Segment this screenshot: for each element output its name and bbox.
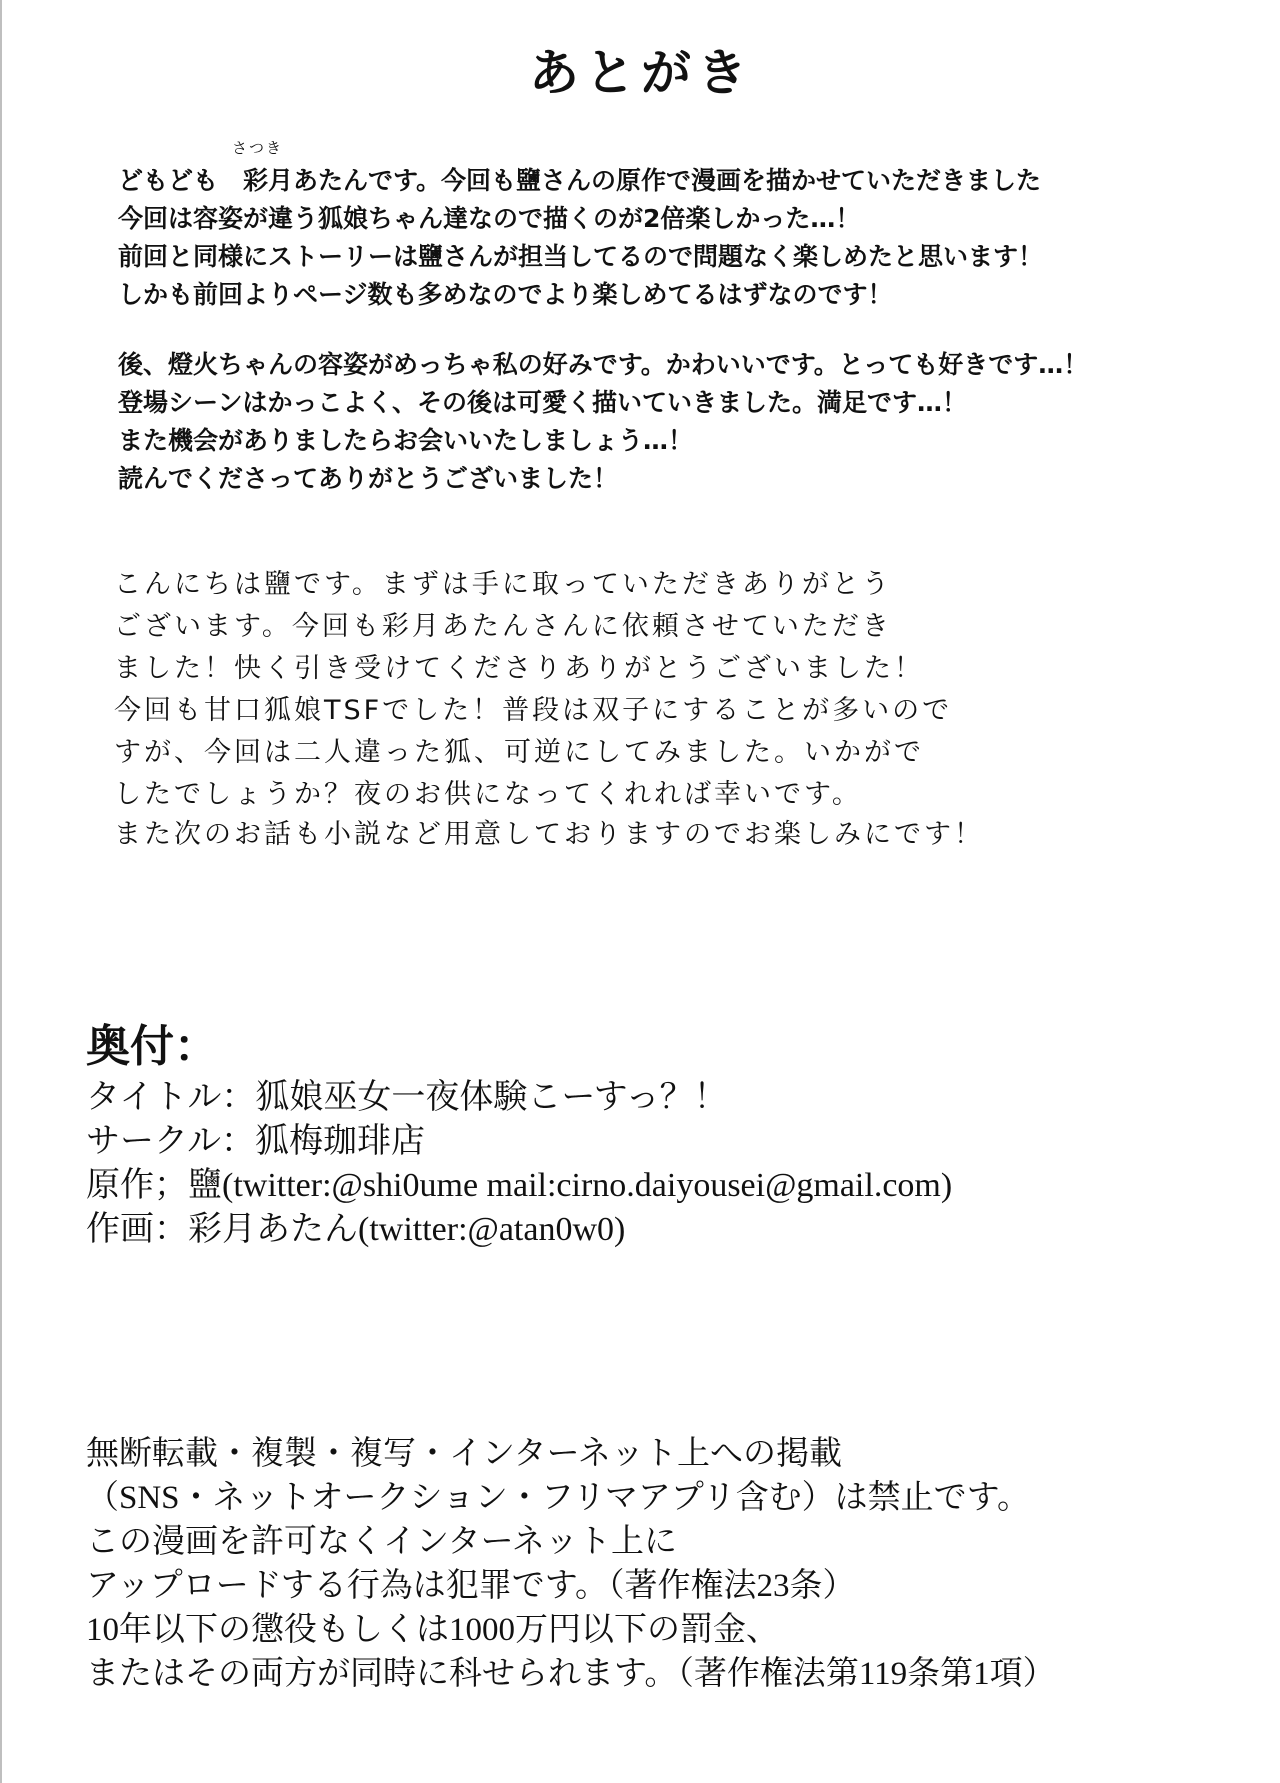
artist-note-line: しかも前回よりページ数も多めなのでより楽しめてるはずなのです！ <box>118 280 893 309</box>
artist-note-line: 今回は容姿が違う狐娘ちゃん達なので描くのが2倍楽しかった…！ <box>118 204 861 233</box>
artist-note-line: また機会がありましたらお会いいたしましょう…！ <box>118 426 694 455</box>
author-note-line: 今回も甘口狐娘TSFでした！普段は双子にすることが多いので <box>114 695 953 726</box>
colophon-circle-line: サークル：狐梅珈琲店 <box>86 1123 425 1160</box>
notice-line: （SNS・ネットオークション・フリマアプリ含む）は禁止です。 <box>86 1480 1030 1516</box>
notice-line: 無断転載・複製・複写・インターネット上への掲載 <box>86 1436 843 1472</box>
artist-note-line: 登場シーンはかっこよく、その後は可愛く描いていきました。満足です…！ <box>118 388 968 417</box>
author-note-line: また次のお話も小説など用意しておりますのでお楽しみにです！ <box>114 819 984 850</box>
copyright-notice <box>86 1432 1256 1696</box>
page-title: あとがき <box>529 44 753 102</box>
notice-line: この漫画を許可なくインターネット上に <box>86 1524 678 1560</box>
author-note-paragraph-2 <box>114 814 1114 856</box>
colophon-heading: 奥付： <box>86 1022 218 1071</box>
author-note-line: すが、今回は二人違った狐、可逆にしてみました。いかがで <box>114 737 924 768</box>
author-note-line: こんにちは鹽です。まずは手に取っていただきありがとう <box>114 569 892 600</box>
colophon-art-line: 作画：彩月あたん(twitter:@atan0w0) <box>86 1211 626 1248</box>
author-note-line: したでしょうか？夜のお供になってくれれば幸いです。 <box>114 779 862 810</box>
artist-note-paragraph-2 <box>118 346 1178 498</box>
author-note-paragraph-1 <box>114 564 1114 816</box>
colophon-story-line: 原作；鹽(twitter:@shi0ume mail:cirno.daiyousei@gmail.com) <box>86 1167 953 1204</box>
artist-note-line: どもども 彩月あたんです。今回も鹽さんの原作で漫画を描かせていただきました <box>118 166 1042 195</box>
author-note-line: ございます。今回も彩月あたんさんに依頼させていただき <box>114 611 892 642</box>
artist-note-line: 前回と同様にストーリーは鹽さんが担当してるので問題なく楽しめたと思います！ <box>118 242 1044 271</box>
notice-line: アップロードする行為は犯罪です。（著作権法23条） <box>86 1568 856 1604</box>
colophon-list <box>86 1076 1236 1252</box>
notice-line: またはその両方が同時に科せられます。（著作権法第119条第1項） <box>86 1656 1056 1692</box>
artist-note-line: 後、燈火ちゃんの容姿がめっちゃ私の好みです。かわいいです。とっても好きです…！ <box>118 350 1089 379</box>
author-note-line: ました！快く引き受けてくださりありがとうございました！ <box>114 653 924 684</box>
name-furigana: さつき <box>232 139 284 157</box>
colophon-title-line: タイトル：狐娘巫女一夜体験こーすっ？！ <box>86 1079 728 1116</box>
artist-note-line: 読んでくださってありがとうございました！ <box>118 464 619 493</box>
artist-note-paragraph-1 <box>118 162 1178 314</box>
notice-line: 10年以下の懲役もしくは1000万円以下の罰金、 <box>86 1612 779 1648</box>
